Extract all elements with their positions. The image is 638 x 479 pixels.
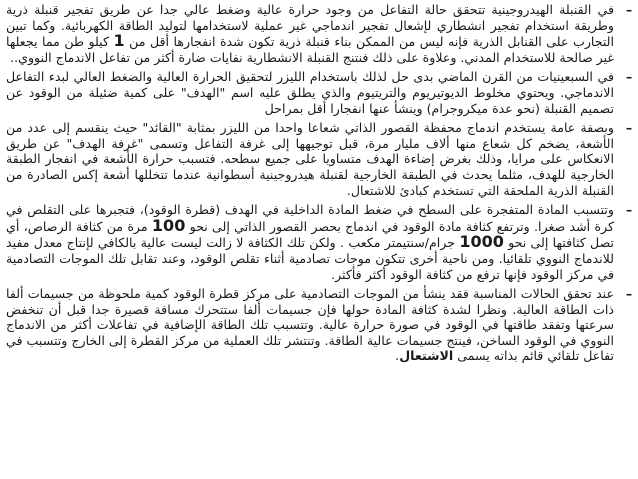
paragraph-text: . — [395, 348, 400, 364]
document-page — [4, 2, 634, 477]
bullet-dash: – — [625, 286, 632, 302]
paragraph-inertial-confinement — [4, 120, 634, 198]
number-highlight: 1 — [113, 31, 125, 51]
bullet-dash: – — [625, 2, 632, 17]
bullet-dash: – — [625, 69, 632, 85]
paragraph-hydrogen-bomb — [4, 2, 634, 65]
bold-term: الاشتعال — [399, 348, 454, 364]
paragraph-ignition — [4, 286, 634, 364]
number-highlight: 100 — [151, 215, 186, 235]
paragraph-text: وتتسبب المادة المتفجرة على السطح في ضغط المادة الداخلية في الهدف (قطرة الوقود)، فتجبرها على التقلص في كرة أشد صغرا. وترتفع كثافة مادة الوقود في اندماج بحصر القصور الذاتي إلى نحو — [6, 202, 614, 234]
paragraph-text: عند تحقق الحالات المناسبة فقد ينشأ من الموجات التصادمية على مركز قطرة الوقود كمية ملحوظة من جسيمات ألفا ذات الطاقة العالية. ونظرا لشدة كثافة المادة حولها فإن جسيمات ألفا ستتحرك مسافة قصيرة جدا قبل أن تنخفض سرعتها وتفقد طاقتها في الوقود في صورة حرارة عالية. وتتسبب تلك الطاقة الإضافية في تفاعلات أكثر من الاندماج النووي في الوقود الساخن، فينتج جسيمات عالية الطاقة. وتنتشر تلك العملية من مركز القطرة إلى الخارج وتتسبب في تفاعل تلقائي قائم بذاته يسمى — [6, 286, 614, 364]
paragraph-text: مرة من كثافة الرصاص، أي تصل كثافتها إلى نحو — [6, 218, 615, 251]
paragraph-text: وبصفة عامة يستخدم اندماج محفظة القصور الذاتي شعاعا واحدا من الليزر بمثابة "القائد" حيث ينقسم إلى عدد من الأشعة، يضخم كل شعاع منها ألاف مليار مرة، قبل توجيهها إلى غرفة التفاعل وتسمى "غرفة الهدف" عن طريق الانعكاس على مرايا، وذلك بغرض إضاءة الهدف متساويا على جميع سطحه. فتسبب حرارة الأشعة في انفجار الطبقة الخارجية للهدف، مثلما يحدث في الطبقة الخارجية لقنبلة هيدروجينية أسطوانية عندما تتخللها أشعة إكس الصادرة من القنبلة الذرية الملحقة التي تستخدم كبادئ للاشتعال. — [6, 120, 614, 198]
paragraph-laser-seventies — [4, 69, 634, 116]
bullet-dash: – — [625, 120, 632, 136]
paragraph-text: في القنبلة الهيدروجينية تتحقق حالة التفاعل من وجود حرارة عالية وضغط عالي جدا عن طريق تفجير قنبلة ذرية وطريقة استخدام تفجير انشطاري لإشعال تفجير اندماجي غير عملية لاستخدامها لتوليد الطاقة الكهربائية. وكما تبين التجارب على القنابل الذرية فإنه ليس من الممكن بناء قنبلة ذرية تكون شدة انفجارها أقل من — [6, 2, 615, 50]
number-highlight: 1000 — [459, 232, 504, 252]
paragraph-text: كيلو طن مما يجعلها غير صالحة للاستخدام المدني. وعلاوة على ذلك فنتنج القنبلة الانشطارية نفايات ضارة أكثر من تفاعل الاندماج النووي.. — [6, 34, 614, 65]
paragraph-text: في السبعينيات من القرن الماضي بدى حل لذلك باستخدام الليزر لتحقيق الحرارة العالية والضغط العالي لبدء التفاعل الاندماجي. ويحتوي مخلوط الديوتيريوم والتريتيوم والذي يطلق عليه اسم "الهدف" على كمية ضئيلة من الوقود عن تصميم القنبلة (نحو عدة ميكروجرام) وينشأ عنها انفجارا أقل بمراحل — [6, 69, 614, 116]
bullet-dash: – — [625, 202, 632, 218]
paragraph-text: جرام/سنتيمتر مكعب . ولكن تلك الكثافة لا زالت ليست عالية بالكافي لإنتاج معدل مفيد للاندماج النووي تلقائيا. ومن ناحية أخرى تتكون موجات تصادمية أثناء تقلص الوقود، وعند تقابل تلك الموجات التصادمية في مركز الوقود فإنها ترفع من كثافة الوقود أكثر فأكثر. — [6, 235, 614, 282]
bullet-list — [4, 2, 634, 364]
paragraph-fuel-compression — [4, 202, 634, 282]
